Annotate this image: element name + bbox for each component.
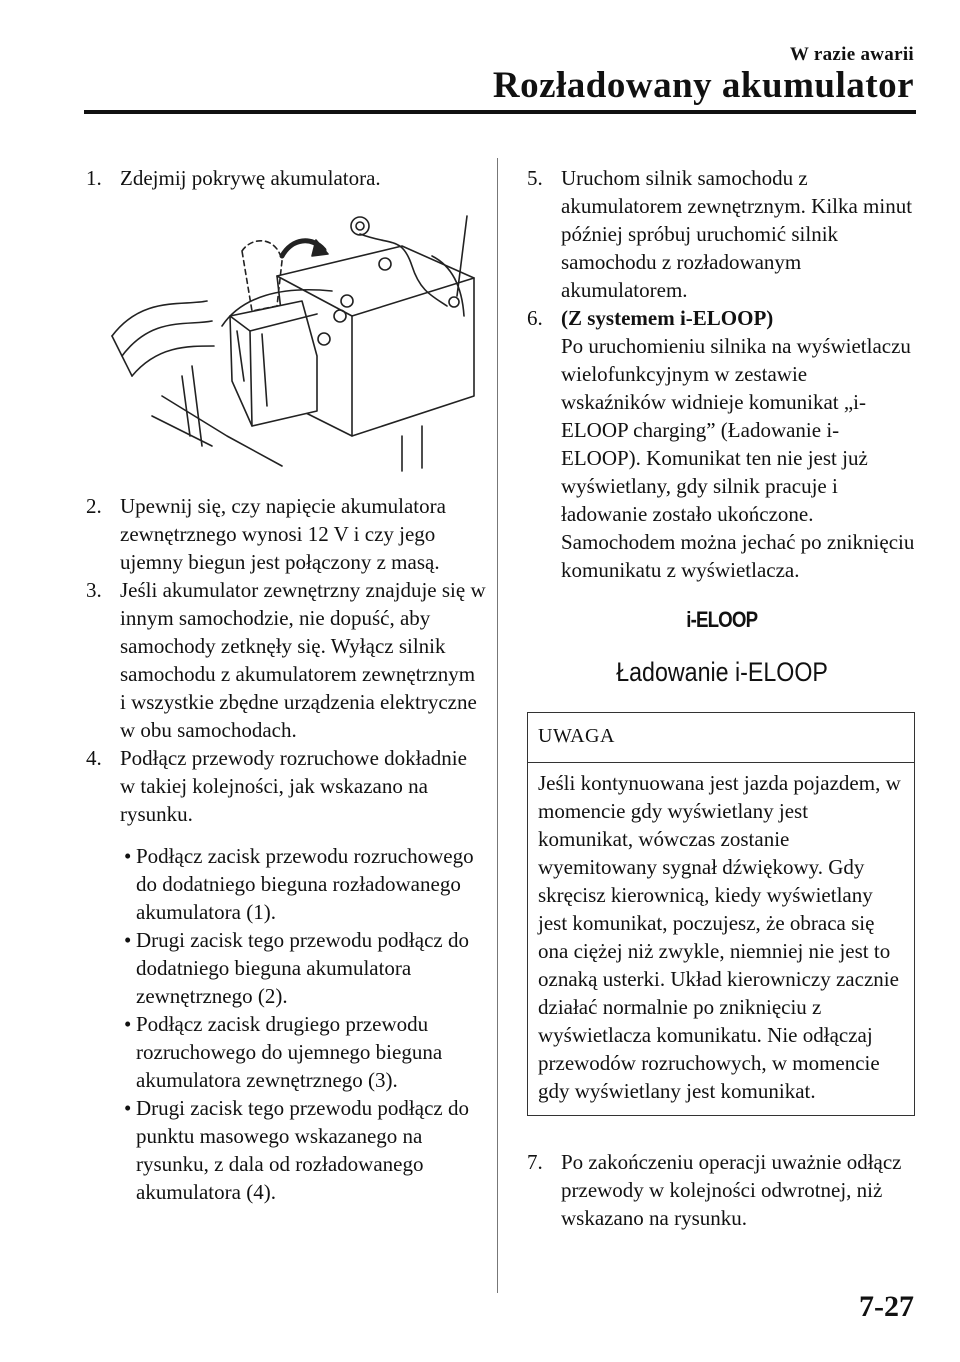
- step-text: Jeśli akumulator zewnętrzny znajduje się w innym samochodzie, nie dopuść, aby samochody zetknęły się. Wyłącz silnik samochodu z akumulatorem zewnętrznym i wszystkie zbędne urządzenia elektryczne w obu samochodach.: [120, 578, 486, 742]
- page-number: 7-27: [859, 1290, 914, 1323]
- step-7: [527, 1148, 917, 1232]
- step-number: 4.: [86, 746, 102, 770]
- step-2: [86, 492, 486, 576]
- battery-cover-illustration: [102, 206, 482, 476]
- list-item: [86, 926, 486, 1010]
- left-column: [86, 164, 486, 1206]
- list-item-text: Drugi zacisk tego przewodu podłącz do dodatniego bieguna akumulatora zewnętrznego (2).: [136, 928, 469, 1008]
- list-item-text: Podłącz zacisk drugiego przewodu rozruchowego do ujemnego bieguna akumulatora zewnętrznego (3).: [136, 1012, 443, 1092]
- header-rule: [84, 110, 916, 114]
- column-divider: [497, 158, 498, 1293]
- note-heading: UWAGA: [528, 713, 914, 763]
- step-5: [527, 164, 917, 304]
- step-number: 1.: [86, 166, 102, 190]
- step-number: 2.: [86, 494, 102, 518]
- step-4: [86, 744, 486, 828]
- page-title: Rozładowany akumulator: [492, 65, 914, 106]
- list-item-text: Drugi zacisk tego przewodu podłącz do punktu masowego wskazanego na rysunku, z dala od rozładowanego akumulatora (4).: [136, 1096, 469, 1204]
- step-number: 5.: [527, 166, 543, 190]
- bullet-icon: •: [124, 1012, 132, 1036]
- step-text: Po zakończeniu operacji uważnie odłącz przewody w kolejności odwrotnej, niż wskazano na rysunku.: [561, 1150, 902, 1230]
- bullet-icon: •: [124, 928, 132, 952]
- note-text: Jeśli kontynuowana jest jazda pojazdem, w momencie gdy wyświetlany jest komunikat, wówczas zostanie wyemitowany sygnał dźwiękowy. Gdy skręcisz kierownicą, kiedy wyświetlany jest komunikat, poczujesz, że obraca się ona ciężej niż zwykle, niemniej nie jest to oznaką usterki. Układ kierowniczy zacznie działać normalnie po zniknięciu z wyświetlacza komunikatu. Nie odłączaj przewodów rozruchowych, w momencie gdy wyświetlany jest komunikat.: [538, 771, 901, 1103]
- bullet-icon: •: [124, 1096, 132, 1120]
- step-number: 3.: [86, 578, 102, 602]
- step-text: Zdejmij pokrywę akumulatora.: [120, 166, 381, 190]
- step-title: (Z systemem i-ELOOP): [561, 306, 774, 330]
- eloop-logo: i-ELOOP: [686, 607, 758, 632]
- eloop-caption: Ładowanie i-ELOOP: [616, 657, 828, 687]
- list-item: [86, 842, 486, 926]
- header-section-label: W razie awarii: [789, 44, 914, 65]
- step-6: [527, 304, 917, 584]
- step-text: Podłącz przewody rozruchowe dokładnie w takiej kolejności, jak wskazano na rysunku.: [120, 746, 467, 826]
- step-text: Uruchom silnik samochodu z akumulatorem zewnętrznym. Kilka minut później spróbuj uruchomić silnik samochodu z rozładowanym akumulatorem.: [561, 166, 913, 302]
- step-number: 6.: [527, 306, 543, 330]
- note-box: [527, 712, 915, 1116]
- list-item: [86, 1010, 486, 1094]
- bullet-icon: •: [124, 844, 132, 868]
- list-item: [86, 1094, 486, 1206]
- step-text: Upewnij się, czy napięcie akumulatora zewnętrznego wynosi 12 V i czy jego ujemny biegun jest połączony z masą.: [120, 494, 446, 574]
- step-number: 7.: [527, 1150, 543, 1174]
- step-text: Po uruchomieniu silnika na wyświetlaczu wielofunkcyjnym w zestawie wskaźników widnieje komunikat „i-ELOOP charging” (Ładowanie i-ELOOP). Komunikat ten nie jest już wyświetlany, gdy silnik pracuje i ładowanie zostało ukończone. Samochodem można jechać po zniknięciu komunikatu z wyświetlacza.: [561, 334, 915, 582]
- eloop-display: [527, 606, 917, 688]
- step-1: [86, 164, 486, 192]
- connection-bullet-list: [86, 842, 486, 1206]
- list-item-text: Podłącz zacisk przewodu rozruchowego do dodatniego bieguna rozładowanego akumulatora (1).: [136, 844, 474, 924]
- right-column: [527, 164, 917, 1232]
- step-3: [86, 576, 486, 744]
